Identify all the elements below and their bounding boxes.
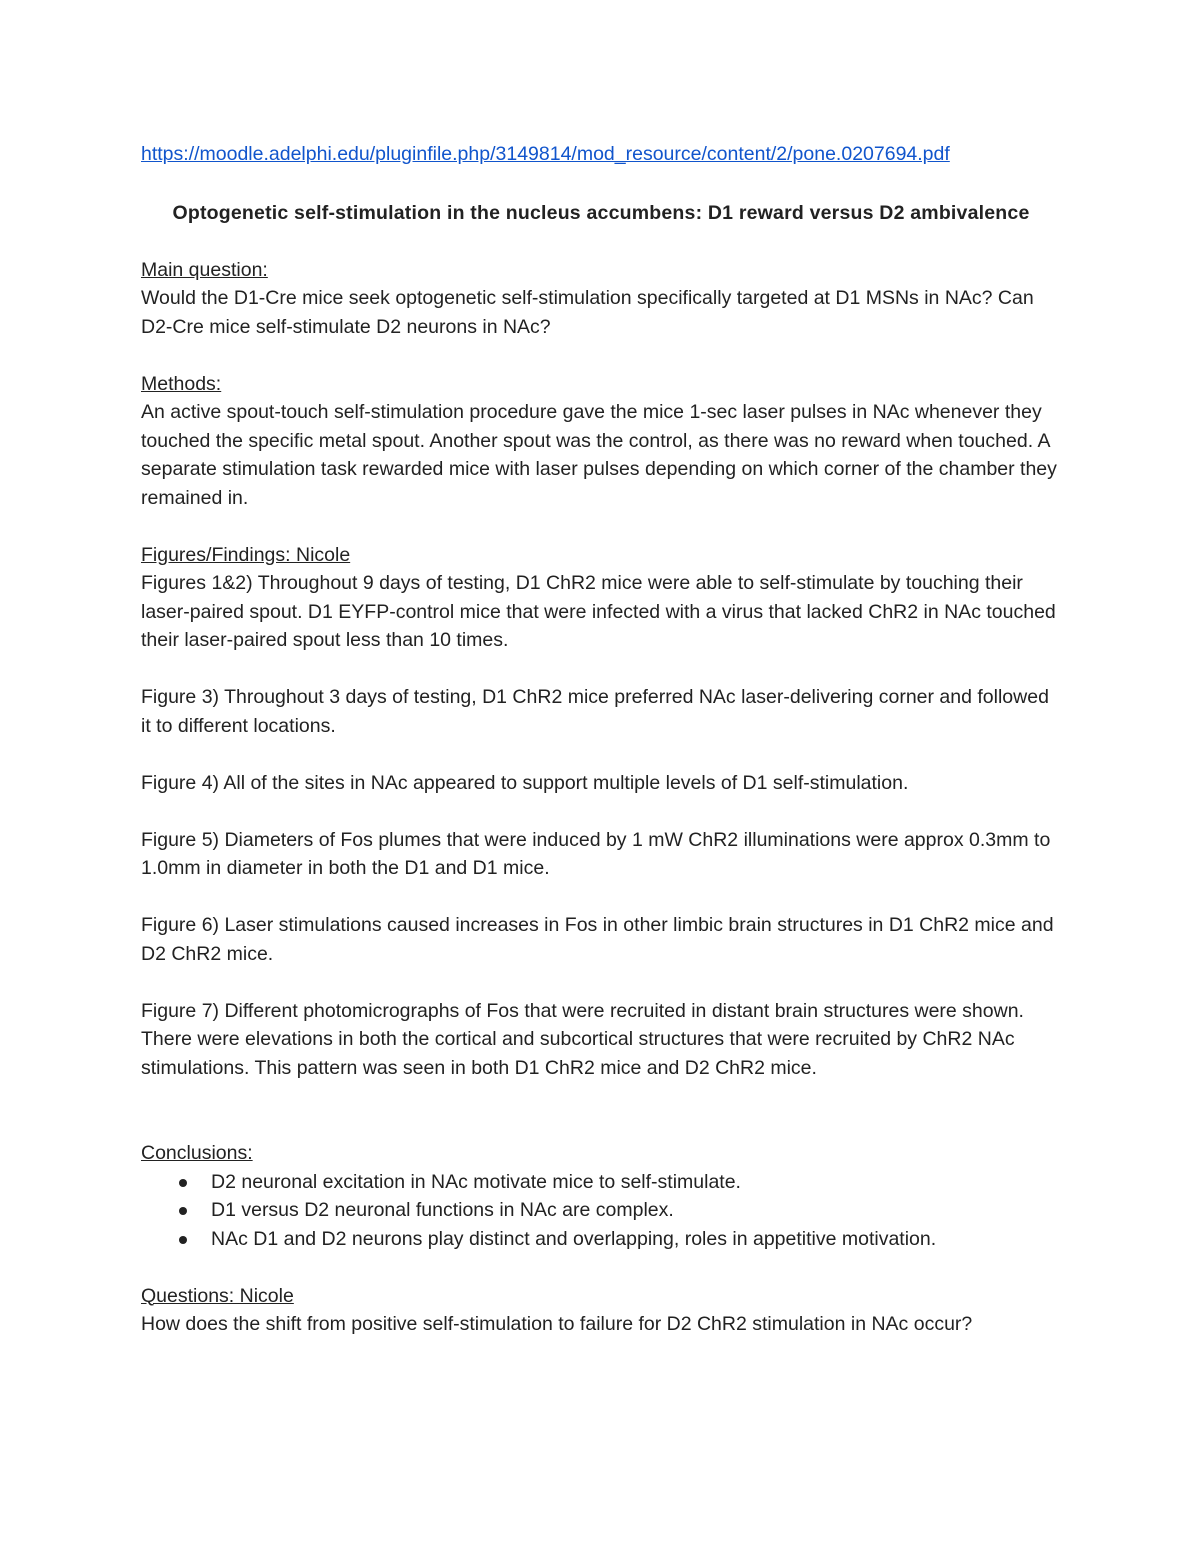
source-link[interactable]: https://moodle.adelphi.edu/pluginfile.php/3149814/mod_resource/content/2/pone.0207694.pdf (141, 143, 950, 165)
questions-text: How does the shift from positive self-stimulation to failure for D2 ChR2 stimulation in NAc occur? (141, 1313, 973, 1335)
finding-figure-3: Figure 3) Throughout 3 days of testing, D1 ChR2 mice preferred NAc laser-delivering corner and followed it to different locations. (141, 686, 1049, 737)
bullet-icon (179, 1236, 187, 1244)
finding-figure-1-2: Figures 1&2) Throughout 9 days of testing, D1 ChR2 mice were able to self-stimulate by touching their laser-paired spout. D1 EYFP-control mice that were infected with a virus that lacked ChR2 in NAc touched their laser-paired spout less than 10 times. (141, 572, 1056, 651)
spacer (141, 341, 1061, 370)
conclusion-item (141, 1225, 1061, 1254)
spacer (141, 797, 1061, 826)
methods-text: An active spout-touch self-stimulation procedure gave the mice 1-sec laser pulses in NAc whenever they touched the specific metal spout. Another spout was the control, as there was no reward when touched. A separate stimulation task rewarded mice with laser pulses depending on which corner of the chamber they remained in. (141, 401, 1057, 509)
methods-heading: Methods: (141, 372, 222, 395)
spacer (141, 968, 1061, 997)
conclusions-heading: Conclusions: (141, 1142, 253, 1164)
conclusion-text: D1 versus D2 neuronal functions in NAc are complex. (211, 1199, 674, 1221)
conclusion-item (141, 1168, 1061, 1197)
conclusion-item (141, 1196, 1061, 1225)
conclusion-text: NAc D1 and D2 neurons play distinct and overlapping, roles in appetitive motivation. (211, 1227, 937, 1250)
finding-figure-7: Figure 7) Different photomicrographs of Fos that were recruited in distant brain structures were shown. There were elevations in both the cortical and subcortical structures that were recruited by ChR2 NAc stimulations. This pattern was seen in both D1 ChR2 mice and D2 ChR2 mice. (141, 999, 1024, 1079)
conclusions-list (141, 1168, 1061, 1254)
spacer (141, 512, 1061, 541)
document-page (141, 140, 1061, 1339)
finding-figure-5: Figure 5) Diameters of Fos plumes that were induced by 1 mW ChR2 illuminations were approx 0.3mm to 1.0mm in diameter in both the D1 and D1 mice. (141, 828, 1051, 879)
findings-heading: Figures/Findings: Nicole (141, 543, 351, 566)
main-question-heading: Main question: (141, 258, 268, 281)
spacer (141, 1082, 1061, 1139)
bullet-icon (179, 1207, 187, 1215)
finding-figure-6: Figure 6) Laser stimulations caused increases in Fos in other limbic brain structures in D1 ChR2 mice and D2 ChR2 mice. (141, 914, 1054, 965)
spacer (141, 227, 1061, 256)
spacer (141, 740, 1061, 769)
spacer (141, 1253, 1061, 1282)
main-question-text: Would the D1-Cre mice seek optogenetic self-stimulation specifically targeted at D1 MSNs in NAc? Can D2-Cre mice self-stimulate D2 neurons in NAc? (141, 287, 1034, 338)
spacer (141, 655, 1061, 684)
bullet-icon (179, 1179, 187, 1187)
spacer (141, 883, 1061, 912)
conclusion-text: D2 neuronal excitation in NAc motivate mice to self-stimulate. (211, 1170, 741, 1193)
finding-figure-4: Figure 4) All of the sites in NAc appeared to support multiple levels of D1 self-stimulation. (141, 771, 909, 794)
questions-heading: Questions: Nicole (141, 1284, 294, 1307)
document-title: Optogenetic self-stimulation in the nucleus accumbens: D1 reward versus D2 ambivalence (172, 201, 1030, 224)
